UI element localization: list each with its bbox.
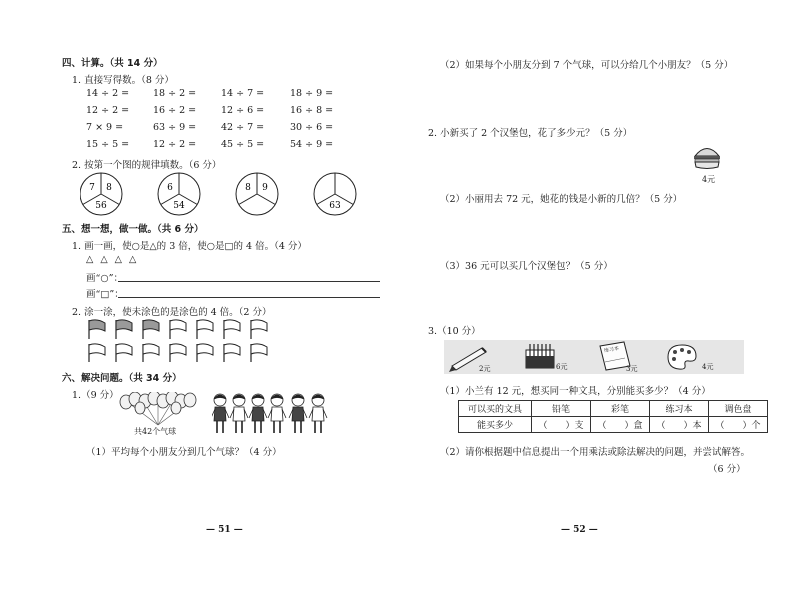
stationery-table <box>458 400 768 433</box>
q3-1: （1）小兰有 12 元，想买同一种文具，分别能买多少？（4 分） <box>440 386 711 397</box>
flag-icon[interactable] <box>143 344 159 362</box>
equation: 12 ÷ 2 = <box>86 105 130 116</box>
table-row <box>459 417 768 433</box>
table-header-cell: 练习本 <box>650 401 709 417</box>
equation: 63 ÷ 9 = <box>153 122 197 133</box>
equation: 14 ÷ 7 = <box>221 88 265 99</box>
child-figure <box>230 394 248 433</box>
flag-icon[interactable] <box>224 320 240 339</box>
equation: 45 ÷ 5 = <box>221 139 265 150</box>
s6-q1-1: （1）平均每个小朋友分到几个气球？（4 分） <box>86 447 282 458</box>
circle-number: 8 <box>245 183 251 193</box>
circle-number: 7 <box>89 183 95 193</box>
child-figure <box>289 394 307 433</box>
equation: 30 ÷ 6 = <box>290 122 334 133</box>
hamburger-icon <box>692 143 722 171</box>
circle-number: 6 <box>167 183 173 193</box>
q3-title: 3.（10 分） <box>428 326 481 337</box>
circle-pattern <box>80 170 400 218</box>
flag-icon[interactable] <box>116 320 132 339</box>
equation: 42 ÷ 7 = <box>221 122 265 133</box>
table-header-cell: 可以买的文具 <box>459 401 532 417</box>
answer-line-square[interactable] <box>118 297 380 298</box>
s5-q1: 1. 画一画，使○是△的 3 倍，使○是□的 4 倍。（4 分） <box>72 241 307 252</box>
table-header-row <box>459 401 768 417</box>
circle-number: 56 <box>95 201 107 211</box>
child-figure <box>212 394 229 433</box>
pattern-circle <box>158 173 200 215</box>
flags-grid[interactable] <box>86 318 286 362</box>
s6-q1: 1.（9 分） <box>72 390 119 401</box>
answer-cell[interactable]: （ ）盒 <box>591 417 650 433</box>
burger-price: 4元 <box>702 175 716 184</box>
circle-number: 63 <box>329 201 341 211</box>
flag-icon[interactable] <box>251 344 267 362</box>
circle-number: 54 <box>173 201 185 211</box>
table-header-cell: 铅笔 <box>532 401 591 417</box>
flag-icon[interactable] <box>89 320 105 339</box>
balloons-caption: 共42个气球 <box>134 427 177 436</box>
flag-icon[interactable] <box>143 320 159 339</box>
circle-number: 9 <box>262 183 268 193</box>
draw-square-label: 画“□”： <box>86 289 124 300</box>
color-pens-price: 6元 <box>556 363 568 371</box>
pattern-circle <box>80 173 122 215</box>
q3-2-score: （6 分） <box>708 464 746 475</box>
children-picture <box>212 391 332 437</box>
q2-3: （3）36 元可以买几个汉堡包？（5 分） <box>440 261 613 272</box>
flag-icon[interactable] <box>197 344 213 362</box>
page-number-right: — 52 — <box>561 525 598 535</box>
table-cell: 能买多少 <box>459 417 532 433</box>
q1-2: （2）如果每个小朋友分到 7 个气球，可以分给几个小朋友？（5 分） <box>440 60 734 71</box>
flag-icon[interactable] <box>197 320 213 339</box>
table-header-cell: 调色盘 <box>709 401 768 417</box>
equation: 18 ÷ 9 = <box>290 88 334 99</box>
answer-line-circle[interactable] <box>118 281 380 282</box>
pattern-circle <box>314 173 356 215</box>
s5-q2: 2. 涂一涂，使未涂色的是涂色的 4 倍。（2 分） <box>72 307 272 318</box>
equation: 16 ÷ 8 = <box>290 105 334 116</box>
equation: 7 × 9 = <box>86 122 124 133</box>
circle-number: 8 <box>106 183 112 193</box>
q1-title: 1. 直接写得数。（8 分） <box>72 75 174 86</box>
section-4-title: 四、计算。（共 14 分） <box>62 58 163 69</box>
flag-icon[interactable] <box>224 344 240 362</box>
section-5-title: 五、想一想，做一做。（共 6 分） <box>62 224 204 235</box>
page-number-left: — 51 — <box>206 525 243 535</box>
q2-2: （2）小丽用去 72 元，她花的钱是小新的几倍？（5 分） <box>440 194 683 205</box>
exercise-book-label: 练习本 <box>603 345 620 355</box>
equation: 12 ÷ 6 = <box>221 105 265 116</box>
equation: 18 ÷ 2 = <box>153 88 197 99</box>
q2-title: 2. 按第一个图的规律填数。（6 分） <box>72 160 222 171</box>
child-figure <box>309 394 327 433</box>
flag-icon[interactable] <box>170 344 186 362</box>
equation: 12 ÷ 2 = <box>153 139 197 150</box>
palette-icon <box>664 342 700 372</box>
palette-price: 4元 <box>702 363 714 371</box>
equation: 14 ÷ 2 = <box>86 88 130 99</box>
answer-cell[interactable]: （ ）个 <box>709 417 768 433</box>
equation: 54 ÷ 9 = <box>290 139 334 150</box>
q3-2: （2）请你根据题中信息提出一个用乘法或除法解决的问题，并尝试解答。 <box>440 447 751 458</box>
flag-icon[interactable] <box>170 320 186 339</box>
section-6-title: 六、解决问题。（共 34 分） <box>62 373 182 384</box>
pattern-circle <box>236 173 278 215</box>
draw-circle-label: 画“○”： <box>86 273 124 284</box>
child-figure <box>268 394 286 433</box>
equation: 16 ÷ 2 = <box>153 105 197 116</box>
equation: 15 ÷ 5 = <box>86 139 130 150</box>
flag-icon[interactable] <box>89 344 105 362</box>
child-figure <box>249 394 267 433</box>
balloons-picture <box>118 392 198 430</box>
q2-title-right: 2. 小新买了 2 个汉堡包，花了多少元？（5 分） <box>428 128 633 139</box>
triangles-row: △ △ △ △ <box>86 254 139 265</box>
color-pens-icon <box>524 342 556 370</box>
answer-cell[interactable]: （ ）本 <box>650 417 709 433</box>
exercise-book-price: 3元 <box>626 365 638 373</box>
flag-icon[interactable] <box>116 344 132 362</box>
table-header-cell: 彩笔 <box>591 401 650 417</box>
pencil-price: 2元 <box>479 365 491 373</box>
answer-cell[interactable]: （ ）支 <box>532 417 591 433</box>
flag-icon[interactable] <box>251 320 267 339</box>
